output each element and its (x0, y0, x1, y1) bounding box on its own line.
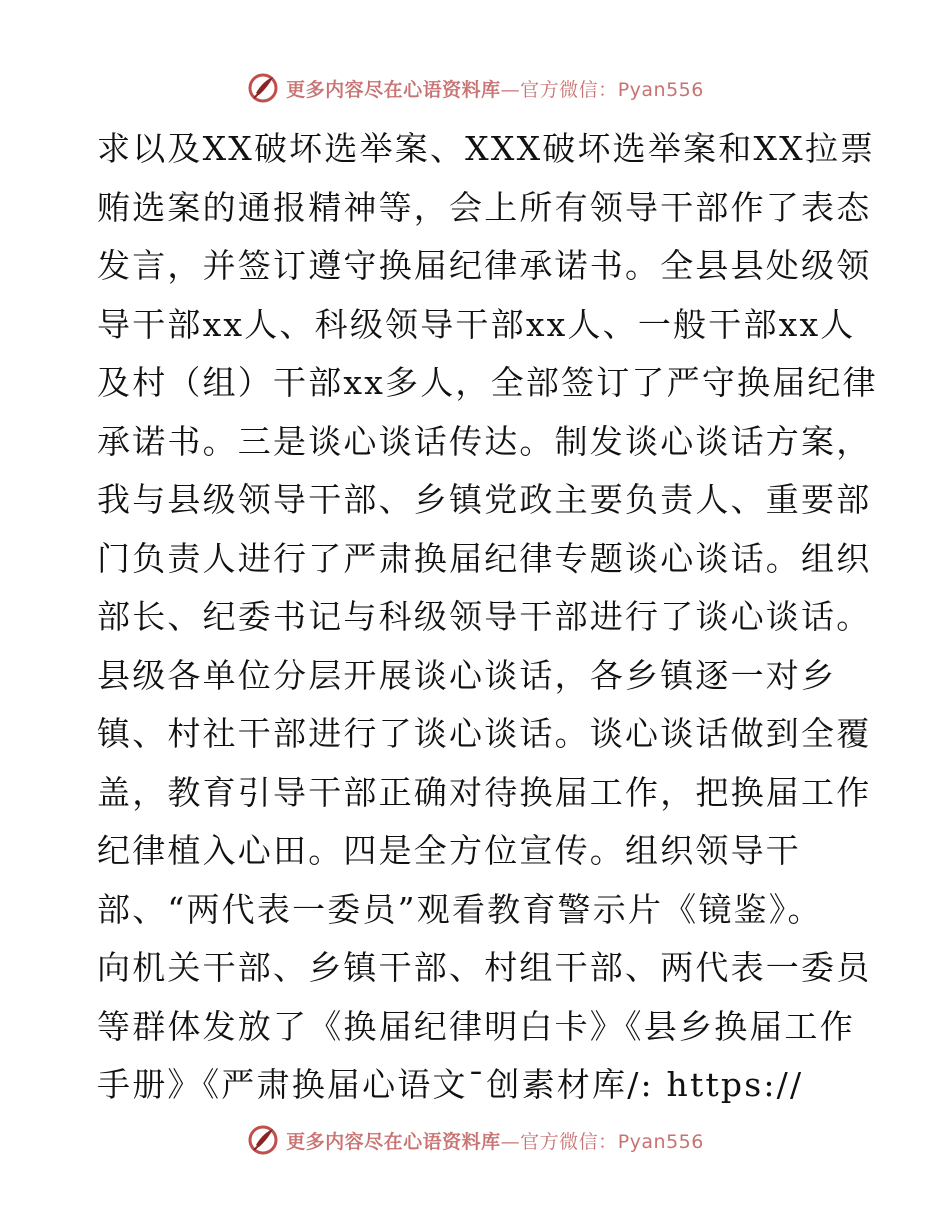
text-line: 及村（组）干部xx多人，全部签订了严守换届纪律 (97, 363, 878, 402)
text-line: 部长、纪委书记与科级领导干部进行了谈心谈话。 (97, 597, 872, 636)
text-line: 手册》《严肃换届心语文¯创素材库/: https:// (97, 1065, 804, 1104)
footer-banner-text (286, 1127, 704, 1154)
text-line: 承诺书。三是谈心谈话传达。制发谈心谈话方案， (97, 421, 872, 461)
text-line: 盖，教育引导干部正确对待换届工作，把换届工作 (97, 772, 872, 812)
text-line: 纪律植入心田。四是全方位宣传。组织领导干 (97, 831, 801, 870)
footer-watermark-banner (0, 1120, 950, 1160)
text-line: 等群体发放了《换届纪律明白卡》《县乡换届工作 (97, 1006, 855, 1046)
text-line: 向机关干部、乡镇干部、村组干部、两代表一委员 (97, 948, 872, 987)
footer-banner-part1: 更多内容尽在心语资料库 (286, 1130, 501, 1153)
text-line: 求以及XX破坏选举案、XXX破坏选举案和XX拉票 (97, 129, 876, 168)
text-line: 贿选案的通报精神等，会上所有领导干部作了表态 (97, 187, 872, 227)
text-line: 镇、村社干部进行了谈心谈话。谈心谈话做到全覆 (97, 714, 872, 753)
header-banner-part2: —官方微信： (500, 78, 618, 101)
document-body (97, 120, 878, 1115)
quill-logo-icon (246, 1123, 280, 1157)
quill-logo-icon (246, 71, 280, 105)
text-line: 发言，并签订遵守换届纪律承诺书。全县县处级领 (97, 246, 872, 285)
text-line: 我与县级领导干部、乡镇党政主要负责人、重要部 (97, 480, 872, 519)
text-line: 县级各单位分层开展谈心谈话，各乡镇逐一对乡 (97, 655, 837, 695)
header-banner-text (286, 75, 704, 102)
text-line: 部、“两代表一委员”观看教育警示片《镜鉴》。 (97, 889, 823, 929)
footer-banner-part2: —官方微信： (500, 1130, 618, 1153)
text-line: 导干部xx人、科级领导干部xx人、一般干部xx人 (97, 304, 856, 344)
text-line: 门负责人进行了严肃换届纪律专题谈心谈话。组织 (97, 538, 872, 578)
footer-banner-part3: Pyan556 (617, 1130, 704, 1153)
header-banner-part1: 更多内容尽在心语资料库 (286, 78, 501, 101)
header-watermark-banner (0, 68, 950, 108)
header-banner-part3: Pyan556 (617, 78, 704, 101)
